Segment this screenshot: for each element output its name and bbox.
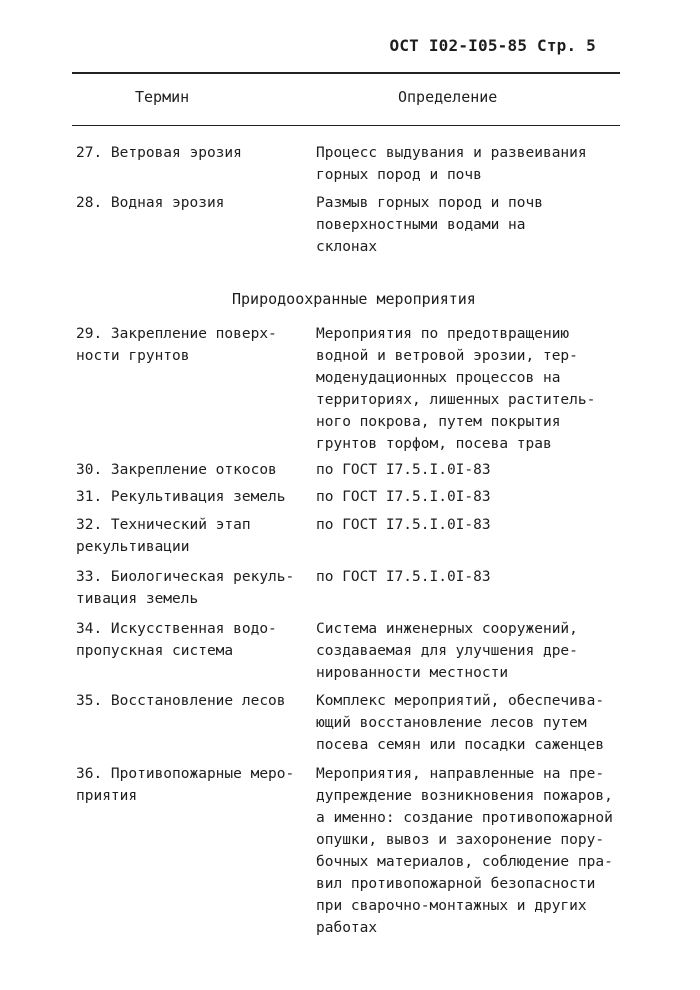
entry-27-definition: Процесс выдувания и развеивания горных пород и почв: [316, 145, 587, 183]
entry-31-term: 31. Рекультивация земель: [76, 489, 286, 505]
entry-35-term: 35. Восстановление лесов: [76, 693, 286, 709]
entry-28-definition: Размыв горных пород и почв поверхностными водами на склонах: [316, 195, 543, 255]
entry-34-definition: Система инженерных сооружений, создаваемая для улучшения дре- нированности местности: [316, 621, 578, 681]
section-title: Природоохранные мероприятия: [232, 290, 476, 308]
entry-33-term: 33. Биологическая рекуль- тивация земель: [76, 569, 295, 607]
entry-35-definition: Комплекс мероприятий, обеспечива- ющий восстановление лесов путем посева семян или посадки саженцев: [316, 693, 605, 753]
page-header: ОСТ I02-I05-85 Стр. 5: [389, 36, 596, 55]
entry-28-term: 28. Водная эрозия: [76, 195, 225, 211]
entry-30-term: 30. Закрепление откосов: [76, 462, 277, 478]
column-header-definition: Определение: [398, 88, 498, 106]
entry-32-term: 32. Технический этап рекультивации: [76, 517, 251, 555]
entry-33-definition: по ГОСТ I7.5.I.0I-83: [316, 569, 491, 585]
entry-36-definition: Мероприятия, направленные на пре- дупреждение возникновения пожаров, а именно: создание противопожарной опушки, вывоз и захоронение пору- бочных материалов, соблюдение пра- вил противопожарной безопасности при сварочно-монтажных и других работах: [316, 766, 613, 936]
entry-34-term: 34. Искусственная водо- пропускная система: [76, 621, 277, 659]
entry-32-definition: по ГОСТ I7.5.I.0I-83: [316, 517, 491, 533]
entry-29-term: 29. Закрепление поверх- ности грунтов: [76, 326, 277, 364]
entry-36-term: 36. Противопожарные меро- приятия: [76, 766, 295, 804]
column-header-term: Термин: [135, 88, 190, 106]
entry-30-definition: по ГОСТ I7.5.I.0I-83: [316, 462, 491, 478]
entry-27-term: 27. Ветровая эрозия: [76, 145, 242, 161]
entry-31-definition: по ГОСТ I7.5.I.0I-83: [316, 489, 491, 505]
entry-29-definition: Мероприятия по предотвращению водной и ветровой эрозии, тер- моденудационных процессов на территориях, лишенных раститель- ного покрова, путем покрытия грунтов торфом, посева трав: [316, 326, 596, 452]
column-header-rule: [72, 125, 620, 126]
header-rule: [72, 72, 620, 74]
